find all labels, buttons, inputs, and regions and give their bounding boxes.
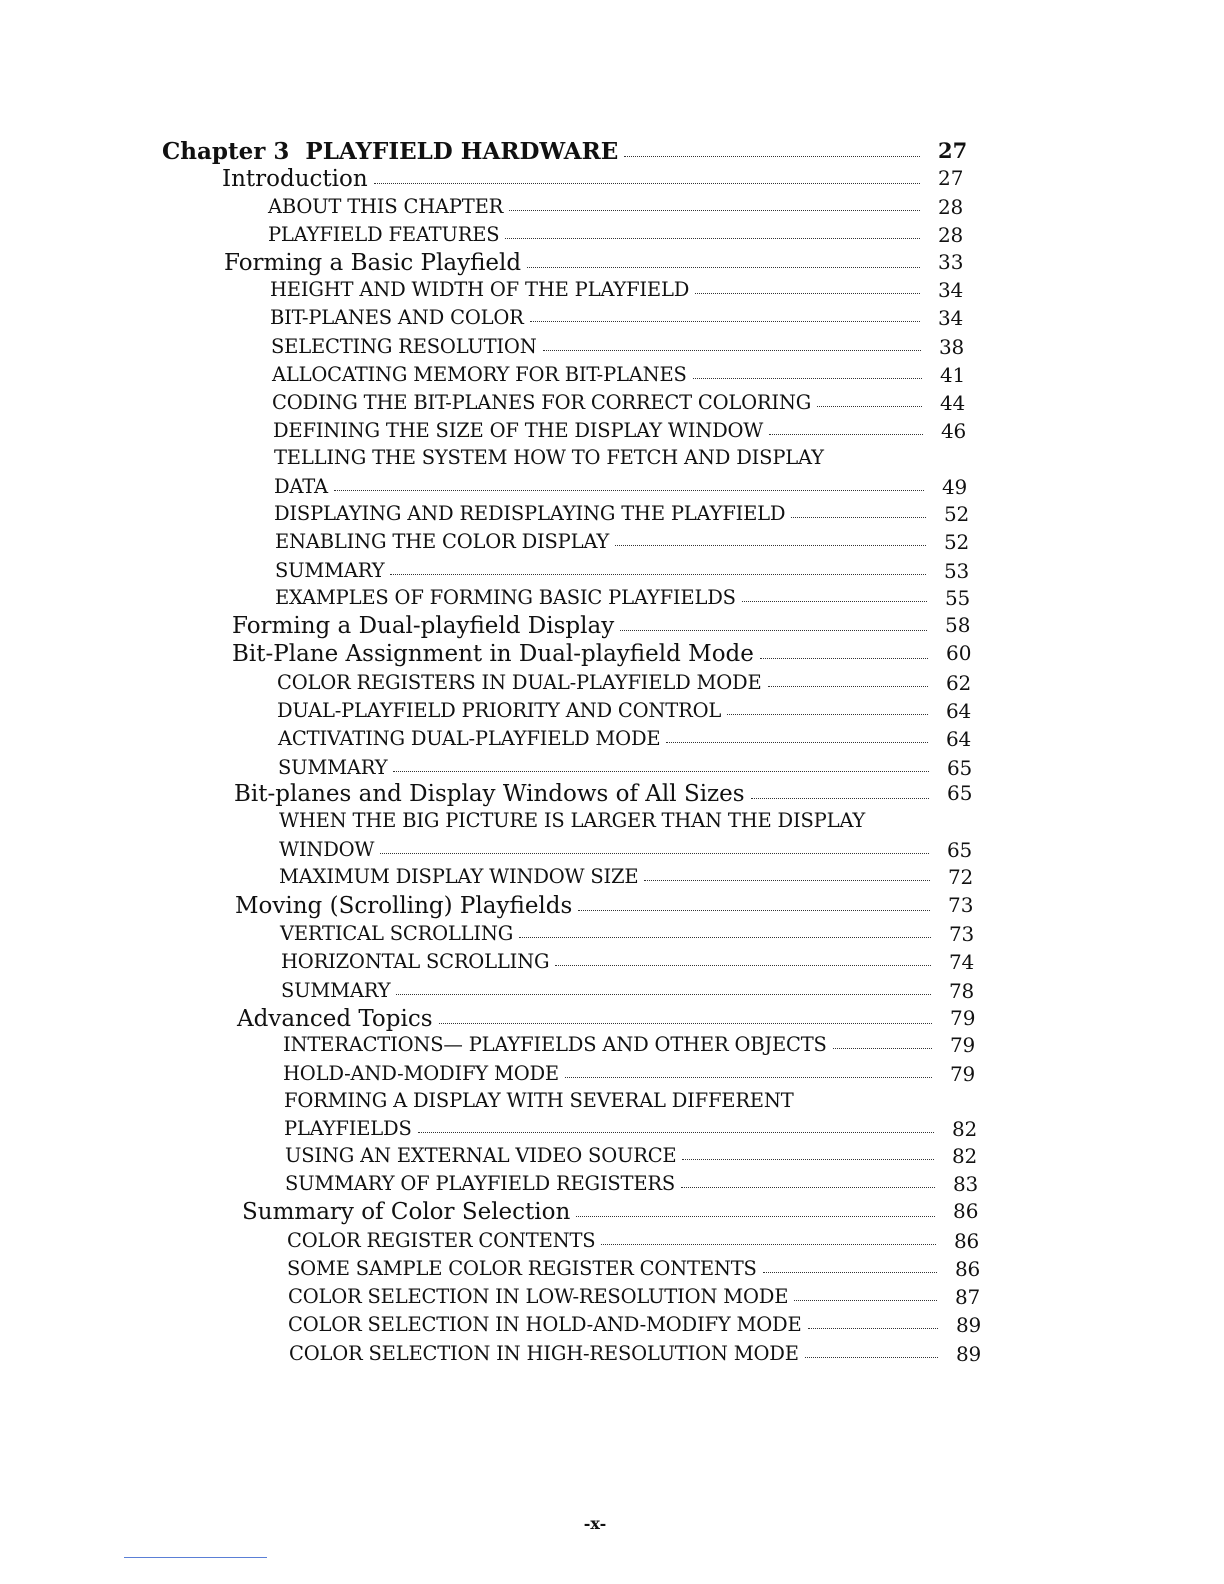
page-number: 28 <box>938 195 964 219</box>
page-number: 46 <box>941 419 967 443</box>
toc-subsection-entry <box>283 1062 976 1086</box>
dot-leader <box>530 321 920 322</box>
page-number: 49 <box>942 475 968 499</box>
page-number: 27 <box>938 138 968 163</box>
chapter-name: PLAYFIELD HARDWARE <box>305 138 619 165</box>
dot-leader <box>763 1272 937 1273</box>
entry-title: PLAYFIELDS <box>284 1117 412 1140</box>
entry-title: PLAYFIELD FEATURES <box>268 223 500 246</box>
page-number: 79 <box>950 1062 976 1086</box>
toc-subsection-entry <box>278 727 972 751</box>
page-number: 87 <box>955 1285 981 1309</box>
toc-subsection-entry <box>279 865 974 889</box>
entry-title: SUMMARY <box>278 756 388 779</box>
page-number: 83 <box>953 1172 979 1196</box>
dot-leader <box>620 630 927 631</box>
entry-title: BIT-PLANES AND COLOR <box>270 306 524 329</box>
toc-section-entry <box>242 1199 979 1225</box>
dot-leader <box>601 1244 936 1245</box>
page-number: 33 <box>938 250 964 274</box>
dot-leader <box>760 658 928 659</box>
dot-leader <box>396 994 931 995</box>
entry-title: Introduction <box>222 166 368 192</box>
dot-leader <box>695 293 920 294</box>
page-number: 72 <box>948 865 974 889</box>
entry-title: ALLOCATING MEMORY FOR BIT-PLANES <box>272 363 687 386</box>
dot-leader <box>565 1077 932 1078</box>
toc-subsection-entry <box>281 950 975 974</box>
scan-edge-line <box>124 1557 267 1558</box>
page-number: 89 <box>956 1313 982 1337</box>
dot-leader <box>543 350 921 351</box>
page-number: 53 <box>944 559 970 583</box>
entry-title: HEIGHT AND WIDTH OF THE PLAYFIELD <box>270 278 690 301</box>
entry-title: SUMMARY <box>275 559 385 582</box>
page-number: 58 <box>945 613 971 637</box>
entry-title: Bit-Plane Assignment in Dual-playfield Mode <box>232 641 754 667</box>
page-number: 41 <box>940 363 966 387</box>
page-number: 74 <box>949 950 975 974</box>
toc-section-entry <box>222 166 964 192</box>
entry-title-continued: FORMING A DISPLAY WITH SEVERAL DIFFERENT <box>284 1089 794 1112</box>
dot-leader <box>742 601 927 602</box>
entry-title: EXAMPLES OF FORMING BASIC PLAYFIELDS <box>275 586 736 609</box>
page-number: 82 <box>952 1144 978 1168</box>
entry-title: Summary of Color Selection <box>242 1199 571 1225</box>
entry-title-continued: TELLING THE SYSTEM HOW TO FETCH AND DISPLAY <box>274 446 824 469</box>
dot-leader <box>681 1187 935 1188</box>
entry-title: Forming a Dual-playfield Display <box>232 613 615 639</box>
entry-title: HORIZONTAL SCROLLING <box>281 950 550 973</box>
dot-leader <box>615 545 926 546</box>
dot-leader <box>624 156 920 157</box>
toc-subsection-entry <box>271 335 965 359</box>
dot-leader <box>374 183 920 184</box>
toc-subsection-entry <box>281 979 975 1003</box>
toc-subsection-entry <box>280 922 975 946</box>
dot-leader <box>727 714 928 715</box>
dot-leader <box>751 798 929 799</box>
entry-title: HOLD-AND-MODIFY MODE <box>283 1062 559 1085</box>
page-number: 86 <box>953 1199 979 1223</box>
dot-leader <box>644 880 930 881</box>
page-number: 62 <box>946 671 972 695</box>
page-number: 52 <box>944 502 970 526</box>
entry-title: Moving (Scrolling) Playfields <box>235 893 573 919</box>
entry-title: WINDOW <box>279 838 375 861</box>
dot-leader <box>791 517 926 518</box>
entry-title: DUAL-PLAYFIELD PRIORITY AND CONTROL <box>277 699 722 722</box>
dot-leader <box>555 965 931 966</box>
entry-title: SUMMARY <box>281 979 391 1002</box>
entry-title: COLOR REGISTER CONTENTS <box>287 1229 596 1252</box>
dot-leader <box>439 1023 932 1024</box>
page-number: 28 <box>938 223 964 247</box>
toc-subsection-entry <box>275 530 970 554</box>
entry-title: ABOUT THIS CHAPTER <box>268 195 504 218</box>
dot-leader <box>505 238 920 239</box>
dot-leader <box>817 406 922 407</box>
dot-leader <box>418 1132 934 1133</box>
toc-subsection-entry <box>284 1117 978 1141</box>
toc-section-entry <box>237 1006 976 1032</box>
entry-title: Bit-planes and Display Windows of All Sizes <box>234 781 745 807</box>
dot-leader <box>768 686 928 687</box>
entry-title: COLOR SELECTION IN LOW-RESOLUTION MODE <box>288 1285 789 1308</box>
entry-title: DATA <box>274 475 328 498</box>
page-number: 52 <box>944 530 970 554</box>
toc-section-entry <box>235 893 974 919</box>
dot-leader <box>390 574 926 575</box>
toc-subsection-entry <box>268 223 964 247</box>
dot-leader <box>794 1300 937 1301</box>
toc-subsection-entry <box>287 1229 980 1253</box>
toc-subsection-entry <box>275 559 970 583</box>
dot-leader <box>693 378 922 379</box>
entry-title: CODING THE BIT-PLANES FOR CORRECT COLORING <box>272 391 812 414</box>
entry-title: SOME SAMPLE COLOR REGISTER CONTENTS <box>287 1257 757 1280</box>
page-number: 86 <box>954 1229 980 1253</box>
toc-subsection-entry <box>287 1257 981 1281</box>
dot-leader <box>805 1357 938 1358</box>
entry-title: COLOR SELECTION IN HIGH-RESOLUTION MODE <box>289 1342 799 1365</box>
page-number: 73 <box>949 922 975 946</box>
toc-subsection-entry <box>272 363 966 387</box>
dot-leader <box>334 490 924 491</box>
entry-title: Forming a Basic Playfield <box>224 250 522 276</box>
page-number: 79 <box>950 1033 976 1057</box>
toc-section-entry <box>232 641 972 667</box>
entry-title: VERTICAL SCROLLING <box>280 922 514 945</box>
page-number: 65 <box>947 838 973 862</box>
toc-subsection-entry <box>273 419 967 443</box>
page-number: 65 <box>947 756 973 780</box>
toc-subsection-entry <box>289 1342 982 1366</box>
entry-title: MAXIMUM DISPLAY WINDOW SIZE <box>279 865 639 888</box>
toc-chapter-entry <box>162 138 968 165</box>
toc-subsection-entry <box>268 195 964 219</box>
page-number: 64 <box>946 727 972 751</box>
toc-subsection-entry <box>274 475 968 499</box>
toc-subsection-entry <box>270 278 964 302</box>
dot-leader <box>682 1159 934 1160</box>
entry-title: DEFINING THE SIZE OF THE DISPLAY WINDOW <box>273 419 764 442</box>
toc-subsection-entry <box>270 306 964 330</box>
toc-subsection-entry <box>274 502 970 526</box>
toc-subsection-entry <box>285 1172 979 1196</box>
chapter-prefix: Chapter 3 <box>162 138 290 165</box>
toc-subsection-entry <box>275 586 971 610</box>
entry-title: Advanced Topics <box>237 1006 433 1032</box>
dot-leader <box>380 853 929 854</box>
toc-subsection-entry <box>272 391 966 415</box>
entry-title: SELECTING RESOLUTION <box>271 335 537 358</box>
entry-title: COLOR SELECTION IN HOLD-AND-MODIFY MODE <box>288 1313 802 1336</box>
dot-leader <box>519 937 931 938</box>
page-number: 55 <box>945 586 971 610</box>
toc-subsection-entry <box>277 671 972 695</box>
entry-title: ENABLING THE COLOR DISPLAY <box>275 530 610 553</box>
dot-leader <box>393 771 929 772</box>
entry-title: SUMMARY OF PLAYFIELD REGISTERS <box>285 1172 675 1195</box>
dot-leader <box>808 1328 938 1329</box>
page-number: 82 <box>952 1117 978 1141</box>
page-number: 64 <box>946 699 972 723</box>
toc-section-entry <box>234 781 973 807</box>
page-footer-number: -x- <box>583 1514 607 1533</box>
page-number: 60 <box>946 641 972 665</box>
page-number: 65 <box>947 781 973 805</box>
page-number: 27 <box>938 166 964 190</box>
page-number: 34 <box>938 278 964 302</box>
entry-title-continued: WHEN THE BIG PICTURE IS LARGER THAN THE DISPLAY <box>279 809 866 832</box>
toc-subsection-entry <box>279 838 973 862</box>
entry-title: COLOR REGISTERS IN DUAL-PLAYFIELD MODE <box>277 671 762 694</box>
toc-subsection-entry <box>285 1144 978 1168</box>
dot-leader <box>527 267 920 268</box>
page-number: 38 <box>939 335 965 359</box>
entry-title: DISPLAYING AND REDISPLAYING THE PLAYFIELD <box>274 502 786 525</box>
page-number: 44 <box>940 391 966 415</box>
page-number: 89 <box>956 1342 982 1366</box>
dot-leader <box>576 1216 935 1217</box>
toc-subsection-entry <box>288 1285 981 1309</box>
entry-title: ACTIVATING DUAL-PLAYFIELD MODE <box>278 727 661 750</box>
chapter-title <box>162 140 618 163</box>
dot-leader <box>666 742 928 743</box>
toc-section-entry <box>224 250 964 276</box>
entry-title: USING AN EXTERNAL VIDEO SOURCE <box>285 1144 677 1167</box>
toc-subsection-entry <box>278 756 973 780</box>
page-number: 73 <box>948 893 974 917</box>
toc-section-entry <box>232 613 971 639</box>
toc-subsection-entry <box>288 1313 982 1337</box>
page-number: 34 <box>938 306 964 330</box>
dot-leader <box>509 210 920 211</box>
toc-subsection-entry <box>277 699 972 723</box>
entry-title: INTERACTIONS— PLAYFIELDS AND OTHER OBJECTS <box>283 1033 827 1056</box>
dot-leader <box>769 434 923 435</box>
dot-leader <box>578 910 930 911</box>
dot-leader <box>833 1048 932 1049</box>
toc-subsection-entry <box>283 1033 976 1057</box>
page-number: 79 <box>950 1006 976 1030</box>
page-number: 86 <box>955 1257 981 1281</box>
page-number: 78 <box>949 979 975 1003</box>
